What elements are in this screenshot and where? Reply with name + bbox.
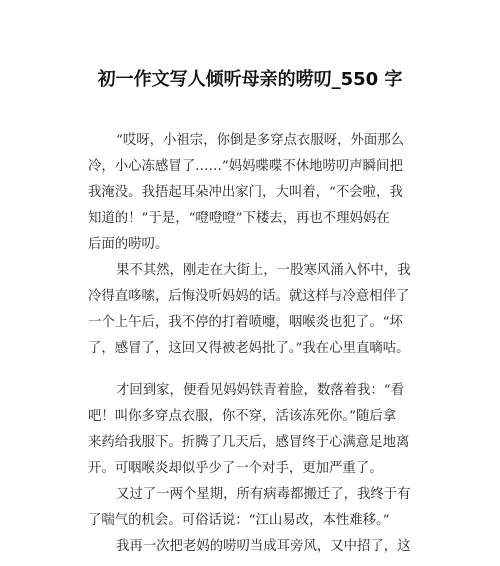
text-line: 吧！叫你多穿点衣服，你不穿，活该冻死你。”随后拿 (88, 409, 397, 424)
text-line: 一个上午后，我不停的打着喷嚏，咽喉炎也犯了。“坏 (88, 315, 403, 330)
paragraph-spacer (88, 362, 418, 378)
paragraph (88, 128, 418, 258)
text-line: 又过了一两个星期，所有病毒都搬迁了，我终于有 (116, 487, 411, 502)
text-line: 了喘气的机会。可俗话说：“江山易改，本性难移。” (88, 513, 390, 528)
text-line: 了，感冒了，这回又得被老妈批了。”我在心里直嘀咕。 (88, 341, 410, 356)
paragraph (88, 378, 418, 482)
text-line: 冷，小心冻感冒了……”妈妈喋喋不休地唠叨声瞬间把 (88, 159, 403, 174)
paragraph (88, 258, 418, 362)
text-line: 才回到家，便看见妈妈铁青着脸，数落着我：“看 (116, 383, 405, 398)
paragraph (88, 534, 418, 560)
article-title: 初一作文写人倾听母亲的唠叨_550 字 (97, 69, 403, 90)
text-line: 我再一次把老妈的唠叨当成耳旁风，又中招了，这 (116, 539, 411, 554)
text-line: 后面的唠叨。 (88, 237, 169, 252)
text-line: “哎呀，小祖宗，你倒是多穿点衣服呀，外面那么 (116, 133, 405, 148)
text-line: 知道的！”于是，“噔噔噔”下楼去，再也不理妈妈在 (88, 211, 390, 226)
text-line: 冷得直哆嗦，后悔没听妈妈的话。就这样与冷意相伴了 (88, 289, 410, 304)
text-line: 来药给我服下。折腾了几天后，感冒终于心满意足地离 (88, 435, 410, 450)
article-body (88, 128, 418, 560)
text-line: 果不其然，刚走在大街上，一股寒风涌入怀中，我 (116, 263, 411, 278)
text-line: 我淹没。我捂起耳朵冲出家门，大叫着，“不会啦，我 (88, 185, 403, 200)
text-line: 开。可咽喉炎却似乎少了一个对手，更加严重了。 (88, 461, 383, 476)
paragraph (88, 482, 418, 534)
